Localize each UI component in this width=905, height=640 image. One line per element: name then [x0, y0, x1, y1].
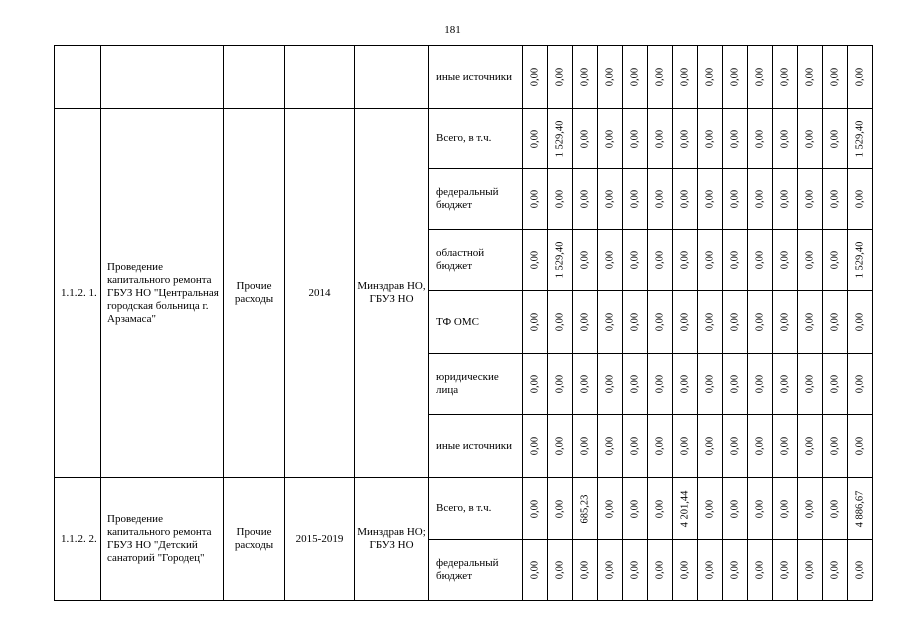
- value-text: 0,00: [529, 374, 541, 394]
- value-cell: [823, 415, 848, 478]
- value-text: 0,00: [554, 374, 566, 394]
- value-text: 0,00: [804, 250, 816, 270]
- value-cell: [523, 291, 548, 354]
- value-text: 0,00: [729, 250, 741, 270]
- value-text: 0,00: [604, 250, 616, 270]
- value-text: 0,00: [754, 436, 766, 456]
- empty-cell: [224, 46, 285, 109]
- value-cell: [823, 169, 848, 230]
- value-text: 0,00: [579, 374, 591, 394]
- value-text: 0,00: [804, 560, 816, 580]
- value-cell: [848, 230, 873, 291]
- value-text: 0,00: [654, 189, 666, 209]
- value-cell: [548, 169, 573, 230]
- value-text: 0,00: [829, 67, 841, 87]
- page-number: 181: [444, 24, 461, 36]
- value-cell: [673, 415, 698, 478]
- value-cell: [823, 230, 848, 291]
- value-cell: [748, 478, 773, 540]
- value-cell: [573, 109, 598, 169]
- value-text: 0,00: [779, 67, 791, 87]
- value-text: 0,00: [554, 499, 566, 518]
- source-cell: Всего, в т.ч.: [429, 109, 523, 169]
- value-text: 0,00: [754, 250, 766, 270]
- value-text: 0,00: [654, 250, 666, 270]
- value-cell: [623, 354, 648, 415]
- value-cell: [523, 230, 548, 291]
- value-cell: [523, 540, 548, 601]
- value-text: 0,00: [629, 129, 641, 148]
- value-cell: [673, 540, 698, 601]
- value-cell: [723, 109, 748, 169]
- value-cell: [823, 46, 848, 109]
- value-text: 0,00: [604, 189, 616, 209]
- value-cell: [798, 540, 823, 601]
- value-cell: [598, 478, 623, 540]
- value-cell: [548, 46, 573, 109]
- value-cell: [723, 230, 748, 291]
- value-cell: [773, 169, 798, 230]
- value-text: 0,00: [629, 67, 641, 87]
- source-cell: юридические лица: [429, 354, 523, 415]
- value-cell: [823, 291, 848, 354]
- value-text: 0,00: [729, 189, 741, 209]
- value-cell: [723, 169, 748, 230]
- value-text: 0,00: [829, 129, 841, 148]
- value-cell: [848, 478, 873, 540]
- value-cell: [623, 109, 648, 169]
- value-text: 0,00: [529, 189, 541, 209]
- value-text: 0,00: [579, 129, 591, 148]
- value-text: 0,00: [829, 560, 841, 580]
- value-text: 0,00: [579, 250, 591, 270]
- value-cell: [673, 291, 698, 354]
- value-text: 0,00: [704, 312, 716, 332]
- value-text: 0,00: [579, 312, 591, 332]
- value-text: 0,00: [679, 374, 691, 394]
- value-cell: [598, 291, 623, 354]
- value-text: 0,00: [829, 374, 841, 394]
- value-text: 0,00: [529, 67, 541, 87]
- value-text: 0,00: [804, 436, 816, 456]
- value-text: 0,00: [529, 560, 541, 580]
- value-text: 0,00: [679, 67, 691, 87]
- value-cell: [648, 291, 673, 354]
- value-text: 0,00: [779, 560, 791, 580]
- value-cell: [623, 540, 648, 601]
- value-cell: [748, 291, 773, 354]
- value-cell: [798, 291, 823, 354]
- value-cell: [548, 354, 573, 415]
- value-cell: [748, 109, 773, 169]
- value-cell: [648, 415, 673, 478]
- value-cell: [723, 415, 748, 478]
- empty-cell: [355, 46, 429, 109]
- value-cell: [598, 540, 623, 601]
- item-name: Проведение капитального ремонта ГБУЗ НО "Центральная городская больница г. Арзамаса": [101, 109, 224, 478]
- value-cell: [523, 109, 548, 169]
- value-text: 685,23: [579, 494, 591, 523]
- value-text: 0,00: [754, 560, 766, 580]
- value-cell: [573, 415, 598, 478]
- value-text: 0,00: [729, 560, 741, 580]
- value-text: 0,00: [804, 67, 816, 87]
- value-text: 0,00: [704, 129, 716, 148]
- value-text: 0,00: [654, 436, 666, 456]
- value-cell: [598, 415, 623, 478]
- value-cell: [848, 540, 873, 601]
- executor: Минздрав НО, ГБУЗ НО: [355, 109, 429, 478]
- value-text: 0,00: [804, 499, 816, 518]
- value-text: 0,00: [729, 374, 741, 394]
- value-cell: [673, 109, 698, 169]
- value-text: 0,00: [754, 312, 766, 332]
- value-text: 0,00: [529, 129, 541, 148]
- value-text: 0,00: [579, 560, 591, 580]
- value-text: 0,00: [679, 312, 691, 332]
- value-cell: [748, 354, 773, 415]
- value-cell: [848, 109, 873, 169]
- period: 2014: [285, 109, 355, 478]
- value-text: 0,00: [729, 129, 741, 148]
- source-cell: Всего, в т.ч.: [429, 478, 523, 540]
- value-text: 0,00: [779, 436, 791, 456]
- value-cell: [623, 415, 648, 478]
- table-row: [55, 109, 873, 169]
- value-cell: [573, 169, 598, 230]
- value-cell: [698, 415, 723, 478]
- value-cell: [523, 415, 548, 478]
- value-text: 0,00: [779, 250, 791, 270]
- value-cell: [573, 478, 598, 540]
- value-cell: [848, 354, 873, 415]
- value-cell: [698, 354, 723, 415]
- value-text: 0,00: [729, 312, 741, 332]
- item-code: 1.1.2. 1.: [55, 109, 101, 478]
- value-text: 0,00: [529, 436, 541, 456]
- value-cell: [648, 478, 673, 540]
- value-cell: [723, 540, 748, 601]
- value-text: 0,00: [779, 129, 791, 148]
- value-text: 0,00: [604, 312, 616, 332]
- value-cell: [648, 230, 673, 291]
- value-cell: [723, 478, 748, 540]
- value-text: 1 529,40: [854, 120, 866, 157]
- value-cell: [548, 415, 573, 478]
- value-text: 0,00: [629, 189, 641, 209]
- value-text: 0,00: [554, 560, 566, 580]
- value-text: 0,00: [779, 189, 791, 209]
- value-text: 0,00: [779, 499, 791, 518]
- value-text: 0,00: [804, 189, 816, 209]
- value-cell: [548, 230, 573, 291]
- value-text: 0,00: [554, 67, 566, 87]
- value-cell: [623, 46, 648, 109]
- value-cell: [673, 354, 698, 415]
- value-cell: [698, 46, 723, 109]
- value-text: 0,00: [754, 189, 766, 209]
- value-text: 0,00: [854, 67, 866, 87]
- value-cell: [548, 109, 573, 169]
- value-text: 0,00: [529, 499, 541, 518]
- value-cell: [748, 46, 773, 109]
- value-cell: [698, 478, 723, 540]
- value-cell: [748, 169, 773, 230]
- value-text: 0,00: [704, 499, 716, 518]
- period: 2015-2019: [285, 478, 355, 601]
- empty-cell: [101, 46, 224, 109]
- value-text: 0,00: [729, 499, 741, 518]
- value-cell: [523, 169, 548, 230]
- value-text: 0,00: [854, 560, 866, 580]
- value-text: 0,00: [579, 436, 591, 456]
- value-text: 0,00: [804, 312, 816, 332]
- value-text: 0,00: [804, 129, 816, 148]
- value-text: 0,00: [654, 312, 666, 332]
- value-cell: [548, 540, 573, 601]
- value-text: 0,00: [654, 67, 666, 87]
- value-text: 1 529,40: [854, 241, 866, 279]
- value-cell: [573, 291, 598, 354]
- value-text: 0,00: [629, 560, 641, 580]
- value-cell: [523, 354, 548, 415]
- value-text: 0,00: [579, 67, 591, 87]
- value-text: 0,00: [679, 250, 691, 270]
- value-cell: [623, 478, 648, 540]
- value-cell: [698, 169, 723, 230]
- value-text: 0,00: [529, 312, 541, 332]
- value-cell: [523, 478, 548, 540]
- value-text: 0,00: [679, 189, 691, 209]
- value-text: 0,00: [654, 129, 666, 148]
- value-cell: [623, 230, 648, 291]
- value-cell: [648, 540, 673, 601]
- source-cell: ТФ ОМС: [429, 291, 523, 354]
- value-cell: [673, 169, 698, 230]
- empty-cell: [285, 46, 355, 109]
- value-cell: [723, 46, 748, 109]
- source-cell: иные источники: [429, 415, 523, 478]
- value-cell: [648, 109, 673, 169]
- table-row: [55, 46, 873, 109]
- value-text: 0,00: [604, 129, 616, 148]
- value-text: 0,00: [854, 436, 866, 456]
- executor: Минздрав НО; ГБУЗ НО: [355, 478, 429, 601]
- value-text: 0,00: [654, 560, 666, 580]
- budget-table: [54, 45, 873, 601]
- value-text: 0,00: [604, 374, 616, 394]
- item-name: Проведение капитального ремонта ГБУЗ НО "Детский санаторий "Городец": [101, 478, 224, 601]
- value-text: 0,00: [654, 374, 666, 394]
- value-text: 0,00: [679, 129, 691, 148]
- value-cell: [598, 169, 623, 230]
- value-cell: [798, 478, 823, 540]
- value-text: 0,00: [629, 436, 641, 456]
- value-cell: [748, 540, 773, 601]
- value-cell: [773, 109, 798, 169]
- value-text: 0,00: [679, 436, 691, 456]
- value-cell: [598, 230, 623, 291]
- source-cell: областной бюджет: [429, 230, 523, 291]
- source-cell: иные источники: [429, 46, 523, 109]
- value-text: 1 529,40: [554, 120, 566, 157]
- value-cell: [773, 415, 798, 478]
- value-cell: [723, 354, 748, 415]
- value-text: 0,00: [554, 189, 566, 209]
- value-text: 0,00: [754, 129, 766, 148]
- value-text: 0,00: [579, 189, 591, 209]
- value-cell: [823, 354, 848, 415]
- value-cell: [748, 415, 773, 478]
- value-text: 0,00: [829, 189, 841, 209]
- value-text: 0,00: [854, 189, 866, 209]
- value-text: 0,00: [604, 499, 616, 518]
- value-cell: [598, 46, 623, 109]
- value-text: 0,00: [729, 436, 741, 456]
- value-cell: [798, 415, 823, 478]
- value-cell: [723, 291, 748, 354]
- value-cell: [798, 46, 823, 109]
- value-cell: [673, 478, 698, 540]
- value-text: 0,00: [604, 560, 616, 580]
- value-cell: [698, 540, 723, 601]
- value-cell: [648, 354, 673, 415]
- empty-cell: [55, 46, 101, 109]
- value-cell: [648, 169, 673, 230]
- value-cell: [823, 109, 848, 169]
- value-text: 0,00: [704, 67, 716, 87]
- value-text: 0,00: [704, 436, 716, 456]
- value-text: 0,00: [629, 250, 641, 270]
- value-text: 0,00: [704, 189, 716, 209]
- value-text: 0,00: [529, 250, 541, 270]
- value-cell: [823, 478, 848, 540]
- item-code: 1.1.2. 2.: [55, 478, 101, 601]
- value-cell: [698, 109, 723, 169]
- value-text: 0,00: [829, 436, 841, 456]
- value-cell: [698, 291, 723, 354]
- value-text: 0,00: [854, 374, 866, 394]
- value-cell: [823, 540, 848, 601]
- expense-type: Прочие расходы: [224, 478, 285, 601]
- value-cell: [798, 354, 823, 415]
- value-cell: [773, 46, 798, 109]
- value-text: 0,00: [779, 374, 791, 394]
- value-text: 0,00: [554, 312, 566, 332]
- value-text: 0,00: [629, 374, 641, 394]
- value-cell: [773, 354, 798, 415]
- value-text: 0,00: [754, 67, 766, 87]
- value-text: 0,00: [754, 499, 766, 518]
- value-cell: [548, 478, 573, 540]
- value-text: 0,00: [729, 67, 741, 87]
- value-cell: [748, 230, 773, 291]
- value-text: 0,00: [804, 374, 816, 394]
- value-cell: [673, 46, 698, 109]
- source-cell: федеральный бюджет: [429, 169, 523, 230]
- value-text: 0,00: [604, 67, 616, 87]
- source-cell: федеральный бюджет: [429, 540, 523, 601]
- value-cell: [848, 415, 873, 478]
- value-text: 0,00: [654, 499, 666, 518]
- value-text: 0,00: [754, 374, 766, 394]
- value-text: 0,00: [629, 499, 641, 518]
- value-text: 0,00: [829, 499, 841, 518]
- value-text: 1 529,40: [554, 241, 566, 279]
- value-cell: [848, 291, 873, 354]
- value-text: 4 886,67: [854, 490, 866, 527]
- value-cell: [573, 540, 598, 601]
- table-row: [55, 478, 873, 540]
- value-cell: [773, 540, 798, 601]
- value-cell: [573, 46, 598, 109]
- value-text: 0,00: [704, 374, 716, 394]
- value-text: 0,00: [629, 312, 641, 332]
- value-cell: [623, 291, 648, 354]
- value-text: 0,00: [704, 560, 716, 580]
- value-cell: [598, 109, 623, 169]
- value-text: 0,00: [554, 436, 566, 456]
- expense-type: Прочие расходы: [224, 109, 285, 478]
- value-text: 0,00: [829, 250, 841, 270]
- value-cell: [848, 46, 873, 109]
- value-cell: [848, 169, 873, 230]
- value-text: 0,00: [829, 312, 841, 332]
- value-cell: [573, 354, 598, 415]
- value-cell: [698, 230, 723, 291]
- value-cell: [623, 169, 648, 230]
- value-cell: [773, 478, 798, 540]
- value-text: 0,00: [854, 312, 866, 332]
- value-cell: [773, 230, 798, 291]
- value-cell: [598, 354, 623, 415]
- value-cell: [798, 230, 823, 291]
- value-text: 0,00: [679, 560, 691, 580]
- value-cell: [573, 230, 598, 291]
- value-cell: [548, 291, 573, 354]
- value-cell: [648, 46, 673, 109]
- value-text: 0,00: [604, 436, 616, 456]
- value-cell: [523, 46, 548, 109]
- value-text: 0,00: [704, 250, 716, 270]
- value-cell: [798, 169, 823, 230]
- value-cell: [673, 230, 698, 291]
- value-cell: [773, 291, 798, 354]
- table-body: [55, 46, 873, 601]
- value-cell: [798, 109, 823, 169]
- value-text: 4 201,44: [679, 490, 691, 527]
- value-text: 0,00: [779, 312, 791, 332]
